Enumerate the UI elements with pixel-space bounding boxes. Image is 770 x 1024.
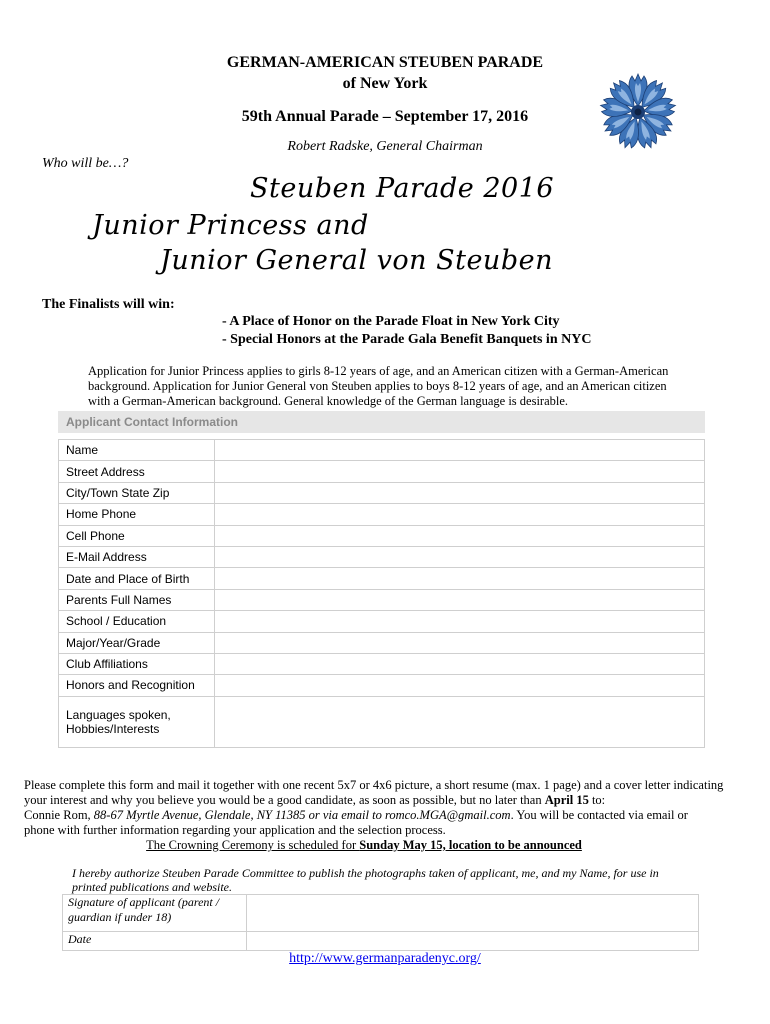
contact-row [59,546,705,567]
contact-field-label: School / Education [59,611,215,632]
contact-row [59,675,705,696]
eligibility-text [88,364,668,409]
ceremony-text: The Crowning Ceremony is scheduled for [146,838,360,852]
authorization-line: printed publications and website. [72,880,232,894]
contact-row [59,482,705,503]
website-link[interactable]: http://www.germanparadenyc.org/ [289,951,481,966]
deadline: April 15 [544,793,589,807]
authorization-text [72,866,659,894]
contact-row [59,653,705,674]
instructions-text: your interest and why you believe you would be a good candidate, as soon as possible, but no later than [24,793,545,807]
instructions-text: . You will be contacted via email or [510,808,688,822]
contact-person: Connie Rom, [24,808,94,822]
prize-item: - A Place of Honor on the Parade Float in New York City [222,314,560,329]
eligibility-line: with a German-American background. General knowledge of the German language is desirable. [88,394,569,408]
contact-field-label: Home Phone [59,504,215,525]
signature-label [63,895,247,932]
who-will-be: Who will be…? [42,156,129,171]
contact-field-input[interactable] [215,632,705,653]
contact-row [59,696,705,747]
prizes-heading: The Finalists will win: [42,297,175,312]
contact-row [59,568,705,589]
contact-field-input[interactable] [215,653,705,674]
org-name: GERMAN-AMERICAN STEUBEN PARADE [226,54,544,71]
cornflower-logo-icon [598,70,678,154]
contact-field-label-line: Hobbies/Interests [66,721,160,736]
website-line [0,951,770,967]
contact-row [59,504,705,525]
contact-field-input[interactable] [215,696,705,747]
contact-row [59,440,705,461]
contact-row [59,632,705,653]
contact-field-input[interactable] [215,482,705,503]
contact-field-label: Cell Phone [59,525,215,546]
contact-field-label: Parents Full Names [59,589,215,610]
title-line-1: Steuben Parade 2016 [250,173,555,204]
contact-field-label-line: Languages spoken, [66,707,171,722]
mailing-address: 88-67 Myrtle Avenue, Glendale, NY 11385 or via email to romco.MGA@gmail.com [93,808,511,822]
contact-field-label: City/Town State Zip [59,482,215,503]
contact-field-label: E-Mail Address [59,546,215,567]
instructions [24,778,744,853]
contact-row [59,589,705,610]
date-label: Date [63,932,247,951]
contact-field-input[interactable] [215,589,705,610]
contact-field-label: Major/Year/Grade [59,632,215,653]
title-line-3: Junior General von Steuben [160,245,553,276]
signature-label-line: Signature of applicant (parent / [68,895,220,909]
contact-section-header: Applicant Contact Information [58,411,705,433]
contact-row [59,461,705,482]
instructions-line: Please complete this form and mail it together with one recent 5x7 or 4x6 picture, a short resume (max. 1 page) and a cover letter indicating [24,778,724,792]
event-title: 59th Annual Parade – September 17, 2016 [241,108,529,125]
contact-field-label: Street Address [59,461,215,482]
contact-field-input[interactable] [215,525,705,546]
contact-field-label: Name [59,440,215,461]
contact-field-input[interactable] [215,568,705,589]
signature-field[interactable] [247,895,699,932]
contact-field-input[interactable] [215,461,705,482]
contact-field-input[interactable] [215,675,705,696]
authorization-line: I hereby authorize Steuben Parade Committee to publish the photographs taken of applicant, me, and my Name, for use in [72,866,659,880]
contact-row [59,525,705,546]
contact-field-label [59,696,215,747]
date-field[interactable] [247,932,699,951]
instructions-line: phone with further information regarding your application and the selection process. [24,823,446,837]
ceremony-date: Sunday May 15, location to be announced [359,838,582,852]
signature-table [62,894,699,951]
eligibility-line: background. Application for Junior General von Steuben applies to boys 8-12 years of age, and an American citizen [88,379,667,393]
contact-field-input[interactable] [215,504,705,525]
org-location: of New York [342,75,428,92]
prize-item: - Special Honors at the Parade Gala Benefit Banquets in NYC [222,332,592,347]
eligibility-line: Application for Junior Princess applies to girls 8-12 years of age, and an American citizen with a German-American [88,364,669,378]
contact-field-input[interactable] [215,440,705,461]
ceremony-line [24,838,744,853]
title-line-2: Junior Princess and [92,210,369,241]
contact-field-input[interactable] [215,546,705,567]
contact-table [58,439,705,748]
contact-field-input[interactable] [215,611,705,632]
contact-field-label: Club Affiliations [59,653,215,674]
signature-label-line: guardian if under 18) [68,910,172,924]
chairman: Robert Radske, General Chairman [287,139,483,154]
contact-row [59,611,705,632]
instructions-text: to: [588,793,606,807]
contact-field-label: Date and Place of Birth [59,568,215,589]
contact-field-label: Honors and Recognition [59,675,215,696]
instructions-line [24,793,744,808]
instructions-line [24,808,744,823]
